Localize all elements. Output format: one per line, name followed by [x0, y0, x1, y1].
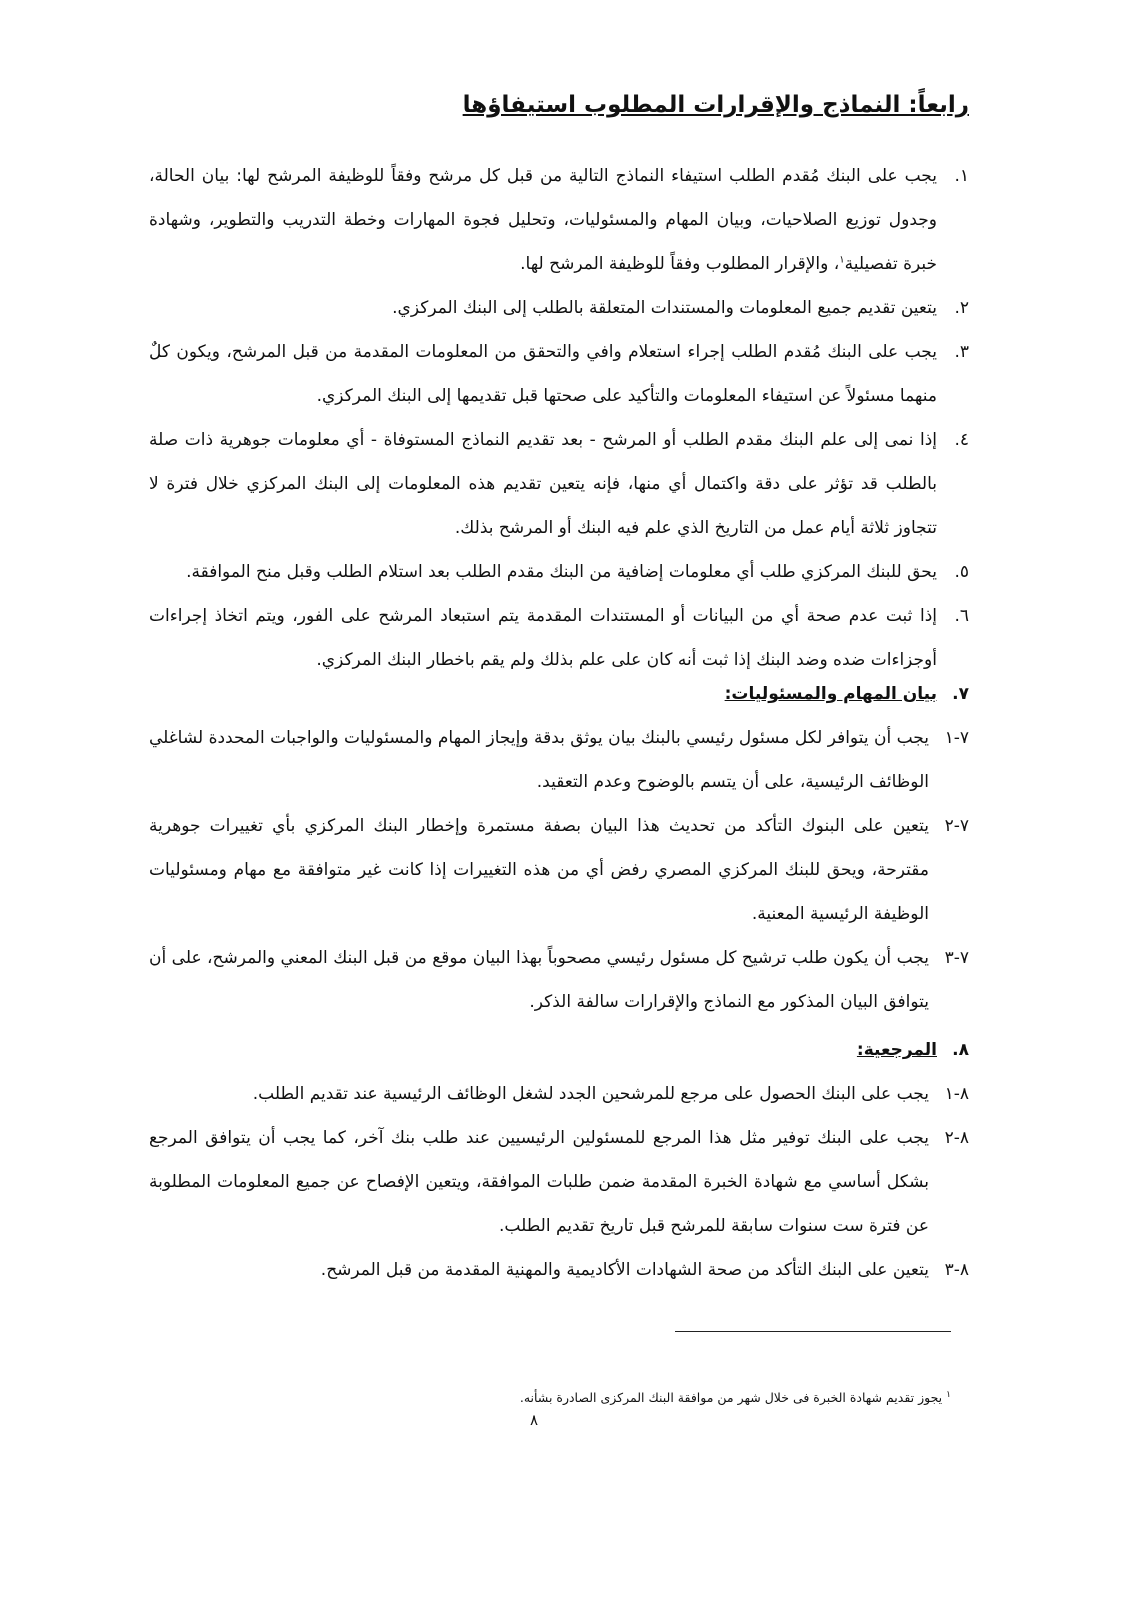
list-item	[149, 154, 969, 286]
list-item	[149, 418, 969, 550]
sub-item-text: يجب أن يكون طلب ترشيح كل مسئول رئيسي مصحوباً بهذا البيان موقع من قبل البنك المعني والمرشح، على أن يتوافق البيان المذكور مع النماذج والإقرارات سالفة الذكر.	[149, 948, 929, 1012]
sub-item-number: ٧-٣	[944, 948, 969, 968]
sub-item-number: ٨-١	[944, 1084, 969, 1104]
footnote-text: يجوز تقديم شهادة الخبرة فى خلال شهر من موافقة البنك المركزى الصادرة بشأنه.	[519, 1390, 943, 1406]
section-title: المرجعية:	[856, 1040, 937, 1060]
sub-item	[149, 716, 969, 804]
sub-item	[149, 1072, 969, 1116]
footnote-ref[interactable]: ١	[839, 254, 845, 266]
item-number: ٣.	[954, 342, 969, 362]
sub-item	[149, 804, 969, 936]
list-item	[149, 330, 969, 418]
sub-item-number: ٧-١	[944, 728, 969, 748]
section-8	[149, 1028, 969, 1292]
sub-item-text: يجب على البنك الحصول على مرجع للمرشحين الجدد لشغل الوظائف الرئيسية عند تقديم الطلب.	[252, 1084, 929, 1104]
section-7	[149, 672, 969, 1024]
list-item	[149, 594, 969, 682]
sub-item	[149, 1248, 969, 1292]
item-number: ٥.	[954, 562, 969, 582]
page-number: ٨	[530, 1411, 539, 1429]
sub-item-text: يتعين على البنك التأكد من صحة الشهادات الأكاديمية والمهنية المقدمة من قبل المرشح.	[320, 1260, 929, 1280]
section-title: بيان المهام والمسئوليات:	[724, 684, 937, 704]
sub-item	[149, 1116, 969, 1248]
item-text: إذا نمى إلى علم البنك مقدم الطلب أو المرشح - بعد تقديم النماذج المستوفاة - أي معلومات جوهرية ذات صلة بالطلب قد تؤثر على دقة واكتمال أي منها، فإنه يتعين تقديم هذه المعلومات إلى البنك المركزي خلال فترة لا تتجاوز ثلاثة أيام عمل من التاريخ الذي علم فيه البنك أو المرشح بذلك.	[149, 430, 937, 538]
sub-item-text: يجب على البنك توفير مثل هذا المرجع للمسئولين الرئيسيين عند طلب بنك آخر، كما يجب أن يتوافق المرجع بشكل أساسي مع شهادة الخبرة المقدمة ضمن طلبات الموافقة، ويتعين الإفصاح عن جميع المعلومات المطلوبة عن فترة ست سنوات سابقة للمرشح قبل تاريخ تقديم الطلب.	[149, 1128, 929, 1236]
item-number: ٢.	[954, 298, 969, 318]
section-7-heading	[149, 672, 969, 716]
sub-item-text: يجب أن يتوافر لكل مسئول رئيسي بالبنك بيان يوثق بدقة وإيجاز المهام والمسئوليات والواجبات المحددة لشاغلي الوظائف الرئيسية، على أن يتسم بالوضوح وعدم التعقيد.	[148, 728, 929, 792]
section-number: ٨.	[952, 1040, 969, 1060]
footnote-marker: ١	[946, 1390, 951, 1400]
item-text: يحق للبنك المركزي طلب أي معلومات إضافية من البنك مقدم الطلب بعد استلام الطلب وقبل منح الموافقة.	[186, 562, 937, 582]
list-item	[149, 286, 969, 330]
items-list	[149, 154, 969, 682]
item-number: ١.	[954, 166, 969, 186]
sub-item-text: يتعين على البنوك التأكد من تحديث هذا البيان بصفة مستمرة وإخطار البنك المركزي بأي تغييرات جوهرية مقترحة، ويحق للبنك المركزي المصري رفض أي من هذه التغييرات إذا كانت غير متوافقة مع مهام ومسئوليات الوظيفة الرئيسية المعنية.	[149, 816, 929, 924]
sub-item	[149, 936, 969, 1024]
item-number: ٤.	[954, 430, 969, 450]
section-heading: رابعاً: النماذج والإقرارات المطلوب استيفاؤها	[462, 92, 969, 118]
sub-item-number: ٧-٢	[944, 816, 969, 836]
item-text: يجب على البنك مُقدم الطلب إجراء استعلام وافي والتحقق من المعلومات المقدمة من قبل المرشح، ويكون كلٌ منهما مسئولاً عن استيفاء المعلومات والتأكيد على صحتها قبل تقديمها إلى البنك المركزي.	[149, 342, 937, 406]
item-number: ٦.	[954, 606, 969, 626]
item-text: يجب على البنك مُقدم الطلب استيفاء النماذج التالية من قبل كل مرشح وفقاً للوظيفة المرشح لها: بيان الحالة، وجدول توزيع الصلاحيات، وبيان المهام والمسئوليات، وتحليل فجوة المهارات وخطة التدريب والتطوير، وشهادة خبرة تفصيلية$^١$، والإقرار المطلوب وفقاً للوظيفة المرشح لها.	[149, 166, 937, 274]
item-text: إذا ثبت عدم صحة أي من البيانات أو المستندات المقدمة يتم استبعاد المرشح على الفور، ويتم اتخاذ إجراءات أوجزاءات ضده وضد البنك إذا ثبت أنه كان على علم بذلك ولم يقم باخطار البنك المركزي.	[149, 606, 937, 670]
list-item	[149, 550, 969, 594]
section-number: ٧.	[952, 684, 969, 704]
footnote-divider	[675, 1331, 951, 1332]
sub-item-number: ٨-٢	[944, 1128, 969, 1148]
item-text: يتعين تقديم جميع المعلومات والمستندات المتعلقة بالطلب إلى البنك المركزي.	[392, 298, 937, 318]
sub-item-number: ٨-٣	[944, 1260, 969, 1280]
section-8-heading	[149, 1028, 969, 1072]
footnote	[520, 1390, 951, 1405]
